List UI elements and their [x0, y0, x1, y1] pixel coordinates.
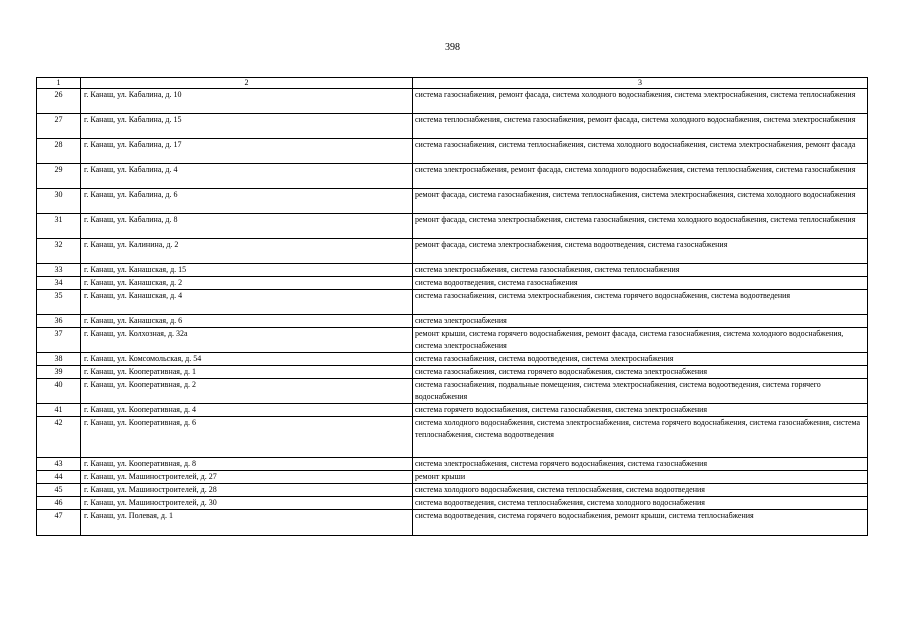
table-row	[37, 353, 868, 366]
work-types-cell: ремонт фасада, система электроснабжения, система газоснабжения, система холодного водоснабжения, система теплоснабжения	[413, 214, 868, 239]
table-row	[37, 264, 868, 277]
row-number-cell: 43	[37, 458, 81, 471]
table-row	[37, 277, 868, 290]
row-number-cell: 26	[37, 89, 81, 114]
address-cell: г. Канаш, ул. Комсомольская, д. 54	[81, 353, 413, 366]
work-types-cell: система газоснабжения, система водоотведения, система электроснабжения	[413, 353, 868, 366]
column-header-2: 2	[81, 78, 413, 89]
row-number-cell: 36	[37, 315, 81, 328]
table-row	[37, 458, 868, 471]
row-number-cell: 32	[37, 239, 81, 264]
row-number-cell: 29	[37, 164, 81, 189]
work-types-cell: система водоотведения, система горячего водоснабжения, ремонт крыши, система теплоснабжения	[413, 510, 868, 536]
column-header-1: 1	[37, 78, 81, 89]
address-cell: г. Канаш, ул. Машиностроителей, д. 27	[81, 471, 413, 484]
work-types-cell: система газоснабжения, ремонт фасада, система холодного водоснабжения, система электроснабжения, система теплоснабжения	[413, 89, 868, 114]
table-header-row	[37, 78, 868, 89]
work-types-cell: ремонт фасада, система электроснабжения, система водоотведения, система газоснабжения	[413, 239, 868, 264]
table-row	[37, 214, 868, 239]
address-cell: г. Канаш, ул. Кабалина, д. 4	[81, 164, 413, 189]
work-types-cell: система водоотведения, система газоснабжения	[413, 277, 868, 290]
work-types-cell: система водоотведения, система теплоснабжения, система холодного водоснабжения	[413, 497, 868, 510]
work-types-cell: система электроснабжения, ремонт фасада, система холодного водоснабжения, система теплоснабжения, система газоснабжения	[413, 164, 868, 189]
table-row	[37, 328, 868, 353]
work-types-cell: система газоснабжения, система электроснабжения, система горячего водоснабжения, система водоотведения	[413, 290, 868, 315]
table-row	[37, 417, 868, 458]
address-cell: г. Канаш, ул. Кооперативная, д. 2	[81, 379, 413, 404]
table-row	[37, 404, 868, 417]
work-types-cell: система электроснабжения, система газоснабжения, система теплоснабжения	[413, 264, 868, 277]
table-row	[37, 114, 868, 139]
table-row	[37, 497, 868, 510]
row-number-cell: 42	[37, 417, 81, 458]
work-types-cell: ремонт крыши	[413, 471, 868, 484]
work-types-cell: система электроснабжения, система горячего водоснабжения, система газоснабжения	[413, 458, 868, 471]
table-row	[37, 315, 868, 328]
address-cell: г. Канаш, ул. Кооперативная, д. 4	[81, 404, 413, 417]
work-types-cell: система газоснабжения, система теплоснабжения, система холодного водоснабжения, система электроснабжения, ремонт фасада	[413, 139, 868, 164]
address-cell: г. Канаш, ул. Полевая, д. 1	[81, 510, 413, 536]
address-cell: г. Канаш, ул. Кооперативная, д. 8	[81, 458, 413, 471]
row-number-cell: 33	[37, 264, 81, 277]
address-cell: г. Канаш, ул. Колхозная, д. 32а	[81, 328, 413, 353]
row-number-cell: 27	[37, 114, 81, 139]
row-number-cell: 41	[37, 404, 81, 417]
table-row	[37, 89, 868, 114]
table-row	[37, 239, 868, 264]
row-number-cell: 45	[37, 484, 81, 497]
address-cell: г. Канаш, ул. Кабалина, д. 17	[81, 139, 413, 164]
work-types-cell: ремонт фасада, система газоснабжения, система теплоснабжения, система электроснабжения, система холодного водоснабжения	[413, 189, 868, 214]
address-cell: г. Канаш, ул. Канашская, д. 2	[81, 277, 413, 290]
work-types-cell: система электроснабжения	[413, 315, 868, 328]
page-number: 398	[445, 42, 460, 53]
address-cell: г. Канаш, ул. Кабалина, д. 8	[81, 214, 413, 239]
address-cell: г. Канаш, ул. Канашская, д. 6	[81, 315, 413, 328]
address-cell: г. Канаш, ул. Канашская, д. 4	[81, 290, 413, 315]
work-types-cell: система газоснабжения, система горячего водоснабжения, система электроснабжения	[413, 366, 868, 379]
table-row	[37, 484, 868, 497]
row-number-cell: 40	[37, 379, 81, 404]
work-types-cell: система газоснабжения, подвальные помещения, система электроснабжения, система водоотведения, система горячего водоснабжения	[413, 379, 868, 404]
row-number-cell: 31	[37, 214, 81, 239]
work-types-cell: система горячего водоснабжения, система газоснабжения, система электроснабжения	[413, 404, 868, 417]
work-types-cell: система холодного водоснабжения, система теплоснабжения, система водоотведения	[413, 484, 868, 497]
address-cell: г. Канаш, ул. Кабалина, д. 6	[81, 189, 413, 214]
row-number-cell: 39	[37, 366, 81, 379]
row-number-cell: 47	[37, 510, 81, 536]
address-cell: г. Канаш, ул. Кабалина, д. 15	[81, 114, 413, 139]
address-cell: г. Канаш, ул. Калинина, д. 2	[81, 239, 413, 264]
table-row	[37, 290, 868, 315]
buildings-table	[36, 77, 868, 536]
row-number-cell: 38	[37, 353, 81, 366]
address-cell: г. Канаш, ул. Кооперативная, д. 6	[81, 417, 413, 458]
work-types-cell: система холодного водоснабжения, система электроснабжения, система горячего водоснабжения, система газоснабжения, система теплоснабжения, система водоотведения	[413, 417, 868, 458]
row-number-cell: 46	[37, 497, 81, 510]
row-number-cell: 34	[37, 277, 81, 290]
table-row	[37, 164, 868, 189]
address-cell: г. Канаш, ул. Кабалина, д. 10	[81, 89, 413, 114]
address-cell: г. Канаш, ул. Кооперативная, д. 1	[81, 366, 413, 379]
table-row	[37, 189, 868, 214]
column-header-3: 3	[413, 78, 868, 89]
row-number-cell: 28	[37, 139, 81, 164]
table-row	[37, 366, 868, 379]
table-row	[37, 379, 868, 404]
table-row	[37, 139, 868, 164]
work-types-cell: ремонт крыши, система горячего водоснабжения, ремонт фасада, система газоснабжения, система холодного водоснабжения, система электроснабжения	[413, 328, 868, 353]
address-cell: г. Канаш, ул. Машиностроителей, д. 30	[81, 497, 413, 510]
table-row	[37, 510, 868, 536]
row-number-cell: 37	[37, 328, 81, 353]
address-cell: г. Канаш, ул. Канашская, д. 15	[81, 264, 413, 277]
table-row	[37, 471, 868, 484]
row-number-cell: 35	[37, 290, 81, 315]
address-cell: г. Канаш, ул. Машиностроителей, д. 28	[81, 484, 413, 497]
row-number-cell: 30	[37, 189, 81, 214]
work-types-cell: система теплоснабжения, система газоснабжения, ремонт фасада, система холодного водоснабжения, система электроснабжения	[413, 114, 868, 139]
row-number-cell: 44	[37, 471, 81, 484]
